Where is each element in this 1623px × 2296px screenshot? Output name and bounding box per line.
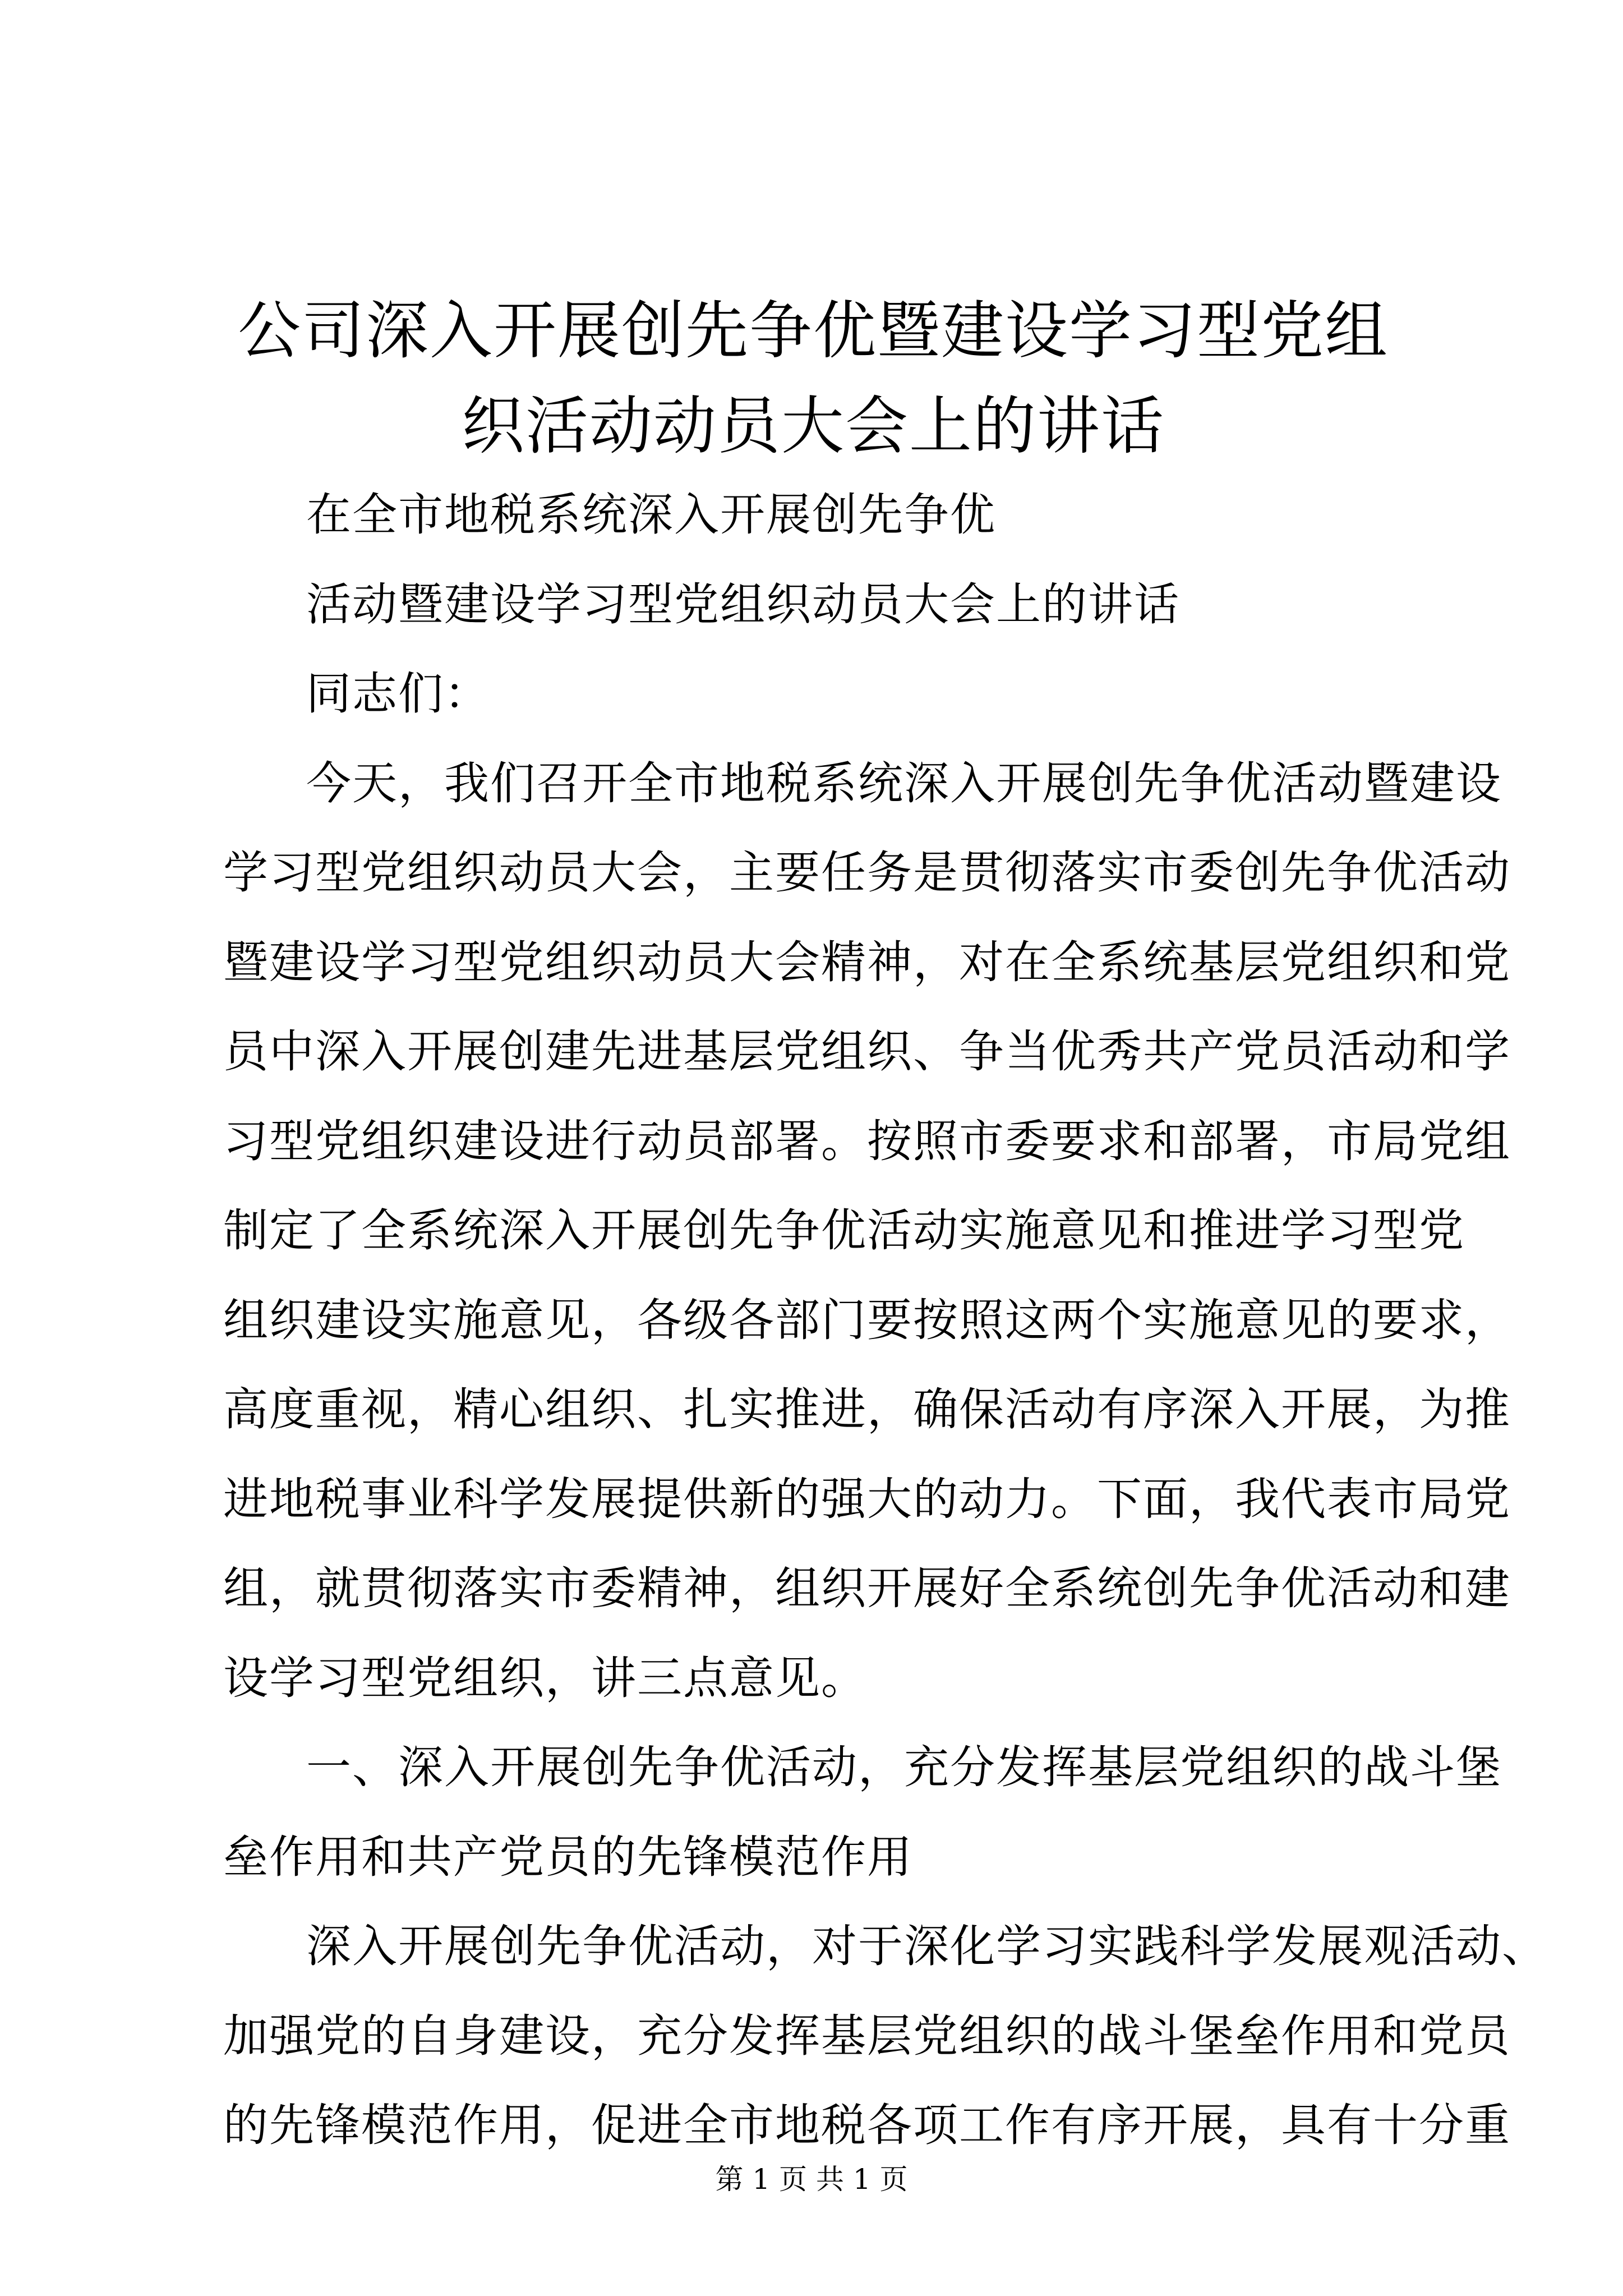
body-line: 组，就贯彻落实市委精神，组织开展好全系统创先争优活动和建 bbox=[223, 1562, 1511, 1614]
body-line: 组织建设实施意见，各级各部门要按照这两个实施意见的要求， bbox=[223, 1294, 1511, 1346]
body-line: 暨建设学习型党组织动员大会精神，对在全系统基层党组织和党 bbox=[223, 936, 1511, 988]
body-line: 习型党组织建设进行动员部署。按照市委要求和部署，市局党组 bbox=[223, 1115, 1511, 1167]
document-body bbox=[223, 470, 1548, 2170]
body-line: 员中深入开展创建先进基层党组织、争当优秀共产党员活动和学 bbox=[223, 1025, 1511, 1078]
page-footer: 第 1 页 共 1 页 bbox=[715, 2163, 908, 2196]
body-line: 进地税事业科学发展提供新的强大的动力。下面，我代表市局党 bbox=[223, 1473, 1511, 1525]
salutation: 同志们： bbox=[306, 668, 490, 720]
body-line: 的先锋模范作用，促进全市地税各项工作有序开展，具有十分重 bbox=[223, 2099, 1511, 2151]
body-line: 学习型党组织动员大会，主要任务是贯彻落实市委创先争优活动 bbox=[223, 846, 1511, 899]
body-line: 设学习型党组织，讲三点意见。 bbox=[223, 1651, 867, 1704]
section-heading: 垒作用和共产党员的先锋模范作用 bbox=[223, 1830, 913, 1883]
body-line: 深入开展创先争优活动，对于深化学习实践科学发展观活动、 bbox=[306, 1920, 1548, 1972]
body-line: 高度重视，精心组织、扎实推进，确保活动有序深入开展，为推 bbox=[223, 1383, 1511, 1435]
document-title: 公司深入开展创先争优暨建设学习型党组织活动动员大会上的讲话 bbox=[238, 295, 1389, 463]
subtitle-line: 在全市地税系统深入开展创先争优 bbox=[306, 489, 996, 541]
body-line: 加强党的自身建设，充分发挥基层党组织的战斗堡垒作用和党员 bbox=[223, 2009, 1511, 2062]
subtitle-line: 活动暨建设学习型党组织动员大会上的讲话 bbox=[306, 578, 1180, 631]
section-heading: 一、深入开展创先争优活动，充分发挥基层党组织的战斗堡 bbox=[306, 1741, 1502, 1793]
body-line: 今天，我们召开全市地税系统深入开展创先争优活动暨建设 bbox=[306, 757, 1502, 809]
body-line: 制定了全系统深入开展创先争优活动实施意见和推进学习型党 bbox=[223, 1204, 1465, 1257]
